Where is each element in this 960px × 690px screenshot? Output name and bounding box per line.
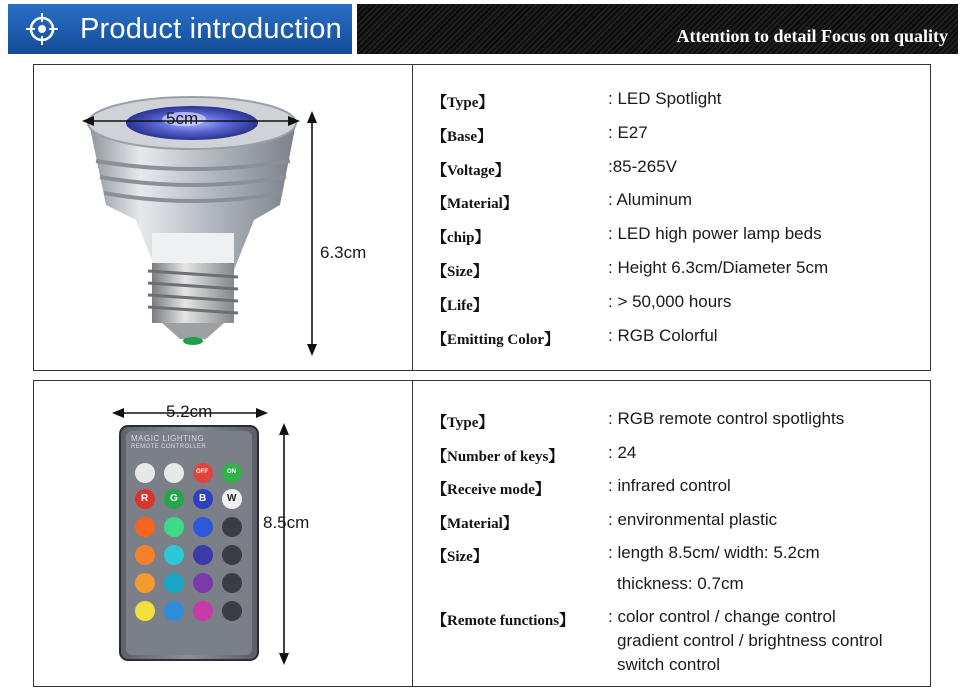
spec-value: : E27 <box>608 122 648 142</box>
spec-key: 【Emitting Color】 <box>432 331 560 348</box>
slogan-text: Attention to detail Focus on quality <box>676 26 948 46</box>
spec-value: gradient control / brightness control <box>617 631 883 650</box>
spec-key: 【chip】 <box>432 230 490 247</box>
spec-key: 【Number of keys】 <box>432 448 564 465</box>
spec-key: 【Type】 <box>432 415 494 431</box>
page-title: Product introduction <box>80 13 342 45</box>
spec-value: switch control <box>617 655 720 674</box>
bulb-height-label: 6.3cm <box>320 243 367 262</box>
spec-key: 【Type】 <box>432 95 494 111</box>
spec-value: : length 8.5cm/ width: 5.2cm <box>608 543 820 562</box>
spec-key: 【Remote functions】 <box>432 613 575 629</box>
spec-value: : LED high power lamp beds <box>608 224 822 244</box>
remote-spec-panel <box>33 380 931 687</box>
spec-key: 【Life】 <box>432 297 488 314</box>
header-slogan-bar <box>357 4 958 54</box>
bulb-width-label: 5cm <box>166 109 199 128</box>
remote-width-label: 5.2cm <box>166 402 213 421</box>
spec-value: : RGB remote control spotlights <box>608 409 845 428</box>
spec-value: thickness: 0.7cm <box>617 574 744 593</box>
spec-key: 【Material】 <box>432 196 518 213</box>
spec-key: 【Voltage】 <box>432 162 510 179</box>
remote-control-illustration <box>34 381 412 688</box>
remote-height-label: 8.5cm <box>263 513 310 532</box>
remote-off-button: OFF <box>196 469 208 475</box>
remote-sub-text: REMOTE CONTROLLER <box>131 444 207 450</box>
spec-value: : Aluminum <box>608 190 693 210</box>
crosshair-logo-icon <box>26 13 58 45</box>
spec-key: 【Base】 <box>432 128 493 145</box>
spec-value: :85-265V <box>608 156 677 176</box>
spec-value: : > 50,000 hours <box>608 291 732 311</box>
remote-brand-text: MAGIC LIGHTING <box>131 434 205 443</box>
panel-divider <box>412 65 413 370</box>
remote-image-area <box>34 381 412 686</box>
led-bulb-illustration <box>34 65 412 372</box>
spec-value: : LED Spotlight <box>608 89 722 108</box>
panel-divider <box>412 381 413 686</box>
remote-w-button: W <box>227 493 237 504</box>
spec-key: 【Material】 <box>432 515 518 532</box>
remote-g-button: G <box>170 493 178 504</box>
spec-value: : Height 6.3cm/Diameter 5cm <box>608 258 829 277</box>
spec-value: : RGB Colorful <box>608 325 718 345</box>
spec-key: 【Size】 <box>432 549 488 565</box>
spec-value: : environmental plastic <box>608 509 778 529</box>
spec-key: 【Receive mode】 <box>432 482 550 498</box>
bulb-image-area <box>34 65 412 370</box>
header-title-bar <box>8 4 352 54</box>
spec-value: : infrared control <box>608 476 731 495</box>
spec-value: : color control / change control <box>608 607 836 626</box>
bulb-spec-panel <box>33 64 931 371</box>
spec-value: : 24 <box>608 442 637 462</box>
remote-on-button: ON <box>227 469 236 475</box>
remote-b-button: B <box>199 493 207 504</box>
spec-key: 【Size】 <box>432 264 488 280</box>
remote-r-button: R <box>141 493 149 504</box>
